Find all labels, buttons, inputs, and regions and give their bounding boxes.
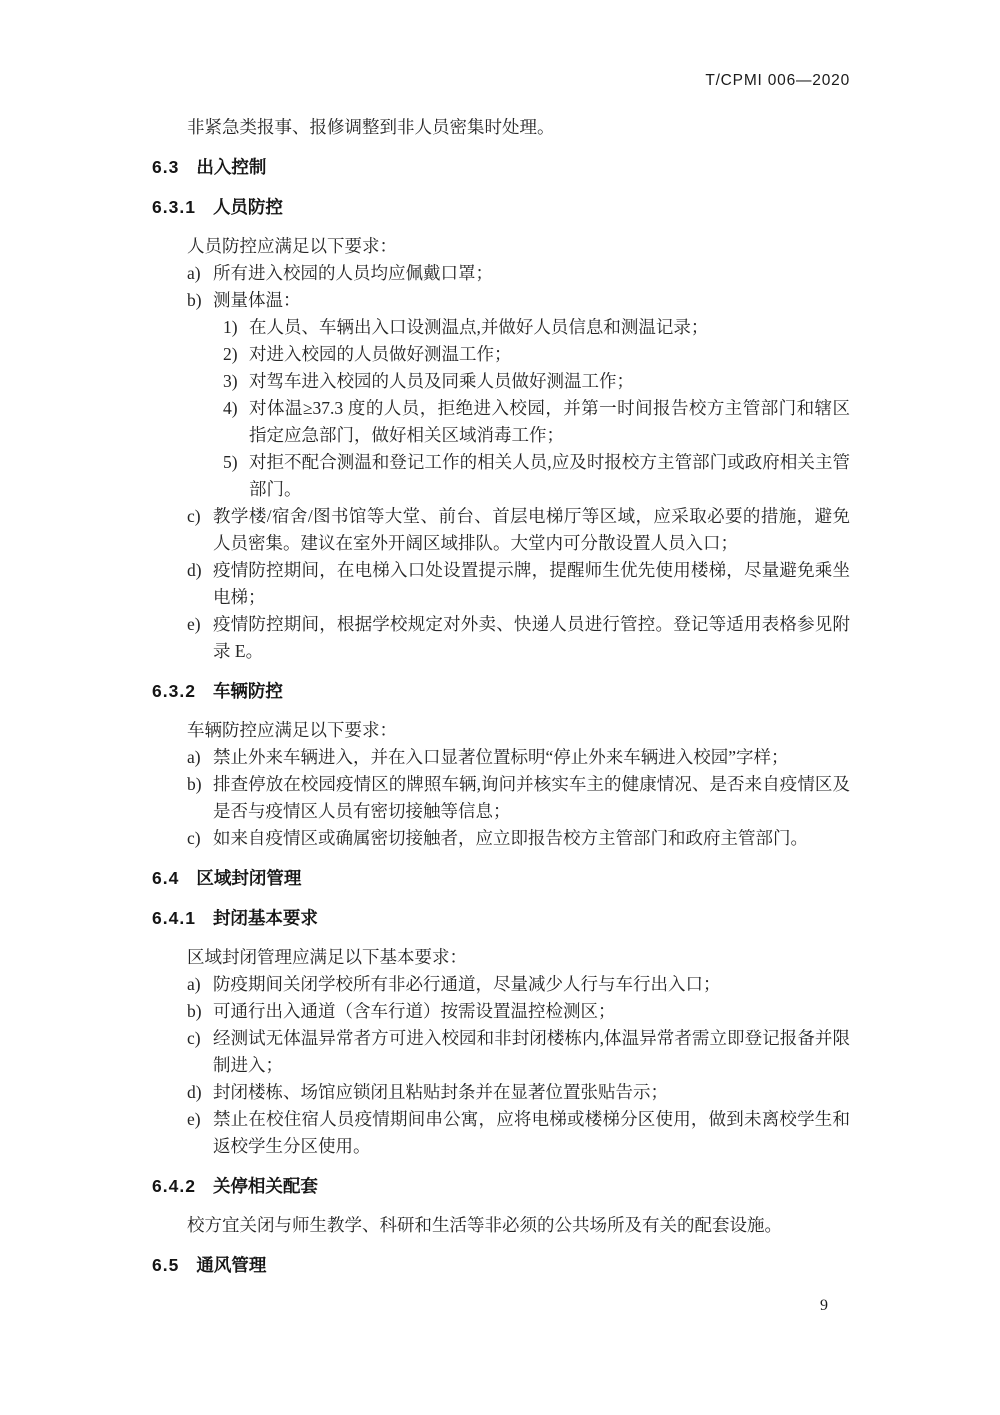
list-item-marker: d) bbox=[187, 560, 202, 580]
list-item-marker: b) bbox=[187, 774, 202, 794]
list-item-4 bbox=[152, 395, 850, 449]
heading-6-4 bbox=[152, 865, 850, 892]
list-item-marker: b) bbox=[187, 290, 202, 310]
list-item-text: 所有进入校园的人员均应佩戴口罩； bbox=[213, 263, 493, 283]
heading-number: 6.5 bbox=[152, 1255, 180, 1275]
list-item-marker: b) bbox=[187, 1001, 202, 1021]
list-item-a bbox=[152, 744, 850, 771]
list-item-e bbox=[152, 611, 850, 665]
list-item-marker: a) bbox=[187, 747, 201, 767]
heading-title: 出入控制 bbox=[196, 157, 267, 177]
list-item-c bbox=[152, 825, 850, 852]
heading-number: 6.3 bbox=[152, 157, 180, 177]
list-item-marker: e) bbox=[187, 1109, 201, 1129]
list-item-text: 对进入校园的人员做好测温工作； bbox=[249, 344, 512, 364]
list-item-text: 禁止在校住宿人员疫情期间串公寓，应将电梯或楼梯分区使用，做到未离校学生和返校学生分区使用。 bbox=[213, 1109, 850, 1156]
heading-6-5 bbox=[152, 1252, 850, 1279]
list-item-marker: d) bbox=[187, 1082, 202, 1102]
standard-number-header: T/CPMI 006—2020 bbox=[705, 72, 850, 89]
list-item-2 bbox=[152, 341, 850, 368]
paragraph: 非紧急类报事、报修调整到非人员密集时处理。 bbox=[187, 117, 555, 137]
heading-6-4-2 bbox=[152, 1173, 850, 1200]
list-item-text: 封闭楼栋、场馆应锁闭且粘贴封条并在显著位置张贴告示； bbox=[213, 1082, 668, 1102]
list-item-marker: 3) bbox=[223, 371, 238, 391]
list-item-marker: e) bbox=[187, 614, 201, 634]
document-body bbox=[152, 114, 850, 1291]
list-item-text: 疫情防控期间，在电梯入口处设置提示牌，提醒师生优先使用楼梯，尽量避免乘坐电梯； bbox=[213, 560, 850, 607]
heading-number: 6.4.2 bbox=[152, 1176, 196, 1196]
list-item-1 bbox=[152, 314, 850, 341]
list-item-a bbox=[152, 971, 850, 998]
list-item-c bbox=[152, 503, 850, 557]
list-item-b bbox=[152, 998, 850, 1025]
list-item-marker: 5) bbox=[223, 452, 238, 472]
heading-title: 人员防控 bbox=[212, 197, 283, 217]
list-item-marker: c) bbox=[187, 1028, 201, 1048]
heading-title: 封闭基本要求 bbox=[212, 908, 318, 928]
heading-title: 车辆防控 bbox=[212, 681, 283, 701]
list-item-b bbox=[152, 287, 850, 314]
heading-number: 6.3.2 bbox=[152, 681, 196, 701]
list-item-e bbox=[152, 1106, 850, 1160]
paragraph: 人员防控应满足以下要求： bbox=[187, 236, 397, 256]
list-item-d bbox=[152, 1079, 850, 1106]
list-item-marker: a) bbox=[187, 974, 201, 994]
list-item-marker: c) bbox=[187, 506, 201, 526]
heading-6-4-1 bbox=[152, 905, 850, 932]
heading-number: 6.3.1 bbox=[152, 197, 196, 217]
heading-6-3-2 bbox=[152, 678, 850, 705]
list-item-text: 如来自疫情区或确属密切接触者，应立即报告校方主管部门和政府主管部门。 bbox=[213, 828, 808, 848]
list-item-text: 对体温≥37.3 度的人员，拒绝进入校园，并第一时间报告校方主管部门和辖区指定应急部门，做好相关区域消毒工作； bbox=[249, 398, 850, 445]
list-item-marker: 1) bbox=[223, 317, 238, 337]
list-item-text: 防疫期间关闭学校所有非必行通道，尽量减少人行与车行出入口； bbox=[213, 974, 721, 994]
list-item-marker: c) bbox=[187, 828, 201, 848]
heading-number: 6.4.1 bbox=[152, 908, 196, 928]
list-item-text: 测量体温： bbox=[213, 290, 301, 310]
list-item-d bbox=[152, 557, 850, 611]
heading-title: 通风管理 bbox=[196, 1255, 267, 1275]
list-item-marker: a) bbox=[187, 263, 201, 283]
page-number: 9 bbox=[820, 1297, 828, 1314]
list-item-text: 经测试无体温异常者方可进入校园和非封闭楼栋内,体温异常者需立即登记报备并限制进入； bbox=[213, 1028, 850, 1075]
heading-title: 区域封闭管理 bbox=[196, 868, 302, 888]
list-item-c bbox=[152, 1025, 850, 1079]
list-item-marker: 4) bbox=[223, 398, 238, 418]
list-item-text: 禁止外来车辆进入，并在入口显著位置标明“停止外来车辆进入校园”字样； bbox=[213, 747, 789, 767]
list-item-text: 对驾车进入校园的人员及同乘人员做好测温工作； bbox=[249, 371, 634, 391]
list-item-marker: 2) bbox=[223, 344, 238, 364]
paragraph: 车辆防控应满足以下要求： bbox=[187, 720, 397, 740]
list-item-text: 在人员、车辆出入口设测温点,并做好人员信息和测温记录； bbox=[249, 317, 709, 337]
heading-title: 关停相关配套 bbox=[212, 1176, 318, 1196]
list-item-text: 疫情防控期间，根据学校规定对外卖、快递人员进行管控。登记等适用表格参见附录 E。 bbox=[213, 614, 850, 661]
list-item-3 bbox=[152, 368, 850, 395]
list-item-b bbox=[152, 771, 850, 825]
list-item-a bbox=[152, 260, 850, 287]
paragraph: 校方宜关闭与师生教学、科研和生活等非必须的公共场所及有关的配套设施。 bbox=[187, 1215, 782, 1235]
list-item-5 bbox=[152, 449, 850, 503]
list-item-text: 可通行出入通道（含车行道）按需设置温控检测区； bbox=[213, 1001, 616, 1021]
paragraph: 区域封闭管理应满足以下基本要求： bbox=[187, 947, 467, 967]
list-item-text: 教学楼/宿舍/图书馆等大堂、前台、首层电梯厅等区域，应采取必要的措施，避免人员密集。建议在室外开阔区域排队。大堂内可分散设置人员入口； bbox=[213, 506, 850, 553]
heading-6-3 bbox=[152, 154, 850, 181]
list-item-text: 对拒不配合测温和登记工作的相关人员,应及时报校方主管部门或政府相关主管部门。 bbox=[249, 452, 850, 499]
list-item-text: 排查停放在校园疫情区的牌照车辆,询问并核实车主的健康情况、是否来自疫情区及是否与疫情区人员有密切接触等信息； bbox=[213, 774, 850, 821]
heading-6-3-1 bbox=[152, 194, 850, 221]
heading-number: 6.4 bbox=[152, 868, 180, 888]
